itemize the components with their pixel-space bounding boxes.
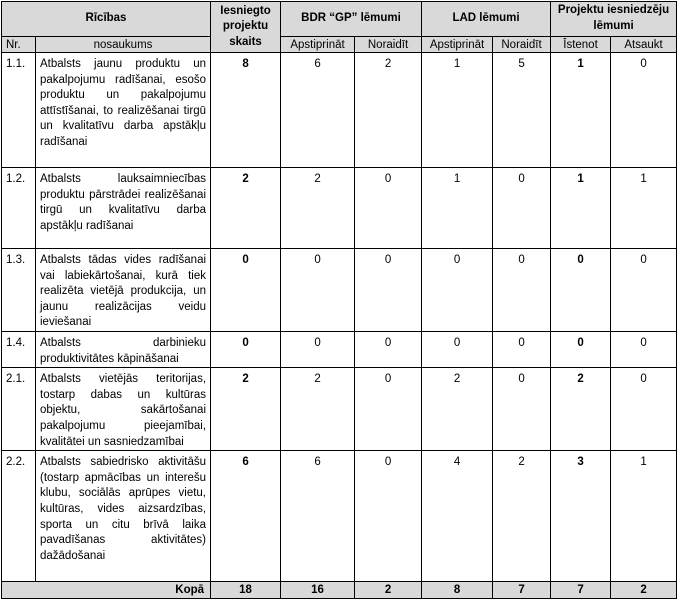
row-nr: 2.1. [2, 368, 36, 451]
row-iesniegto: 0 [211, 331, 281, 367]
row-istenot: 3 [551, 451, 611, 582]
row-bdr-apstiprinat: 2 [281, 168, 355, 249]
total-istenot: 7 [551, 582, 611, 599]
row-nr: 1.3. [2, 249, 36, 332]
row-name: Atbalsts darbinieku produktivitātes kāpināšanai [36, 331, 211, 367]
header-bdr-noraidit: Noraidīt [355, 37, 422, 53]
row-lad-noraidit: 2 [493, 451, 551, 582]
header-bdr: BDR “GP” lēmumi [281, 2, 422, 37]
row-name: Atbalsts sabiedrisko aktivitāšu (tostarp apmācības un interešu klubu, sociālās aprūpes vietu, kultūras, vides aizsardzības, sporta un citu brīvā laika pavadīšanas aktivitātes) dažādošanai [36, 451, 211, 582]
row-bdr-noraidit: 0 [355, 368, 422, 451]
row-iesniegto: 2 [211, 368, 281, 451]
row-atsaukt: 0 [611, 331, 677, 367]
row-bdr-apstiprinat: 2 [281, 368, 355, 451]
header-bdr-apstiprinat: Apstiprināt [281, 37, 355, 53]
total-atsaukt: 2 [611, 582, 677, 599]
row-istenot: 0 [551, 249, 611, 332]
total-bdr-noraidit: 2 [355, 582, 422, 599]
header-atsaukt: Atsaukt [611, 37, 677, 53]
row-lad-noraidit: 0 [493, 168, 551, 249]
row-iesniegto: 6 [211, 451, 281, 582]
row-istenot: 1 [551, 53, 611, 168]
row-nr: 1.4. [2, 331, 36, 367]
row-name: Atbalsts jaunu produktu un pakalpojumu radīšanai, esošo produktu un pakalpojumu attīstīšanai, to realizēšanai tirgū un kvalitatīvu darba apstākļu radīšanai [36, 53, 211, 168]
row-iesniegto: 8 [211, 53, 281, 168]
total-iesniegto: 18 [211, 582, 281, 599]
row-atsaukt: 1 [611, 451, 677, 582]
row-lad-apstiprinat: 1 [422, 53, 493, 168]
header-ricibas: Rīcības [2, 2, 211, 37]
row-istenot: 0 [551, 331, 611, 367]
header-nr: Nr. [2, 37, 36, 53]
row-lad-noraidit: 0 [493, 249, 551, 332]
row-lad-noraidit: 0 [493, 331, 551, 367]
row-bdr-noraidit: 0 [355, 168, 422, 249]
row-lad-apstiprinat: 4 [422, 451, 493, 582]
total-lad-noraidit: 7 [493, 582, 551, 599]
decisions-table [1, 1, 677, 599]
row-bdr-apstiprinat: 6 [281, 53, 355, 168]
header-lad-noraidit: Noraidīt [493, 37, 551, 53]
row-nr: 1.1. [2, 53, 36, 168]
header-istenot: Īstenot [551, 37, 611, 53]
total-lad-apstiprinat: 8 [422, 582, 493, 599]
row-nr: 1.2. [2, 168, 36, 249]
row-atsaukt: 1 [611, 168, 677, 249]
total-label: Kopā [2, 582, 211, 599]
row-bdr-apstiprinat: 0 [281, 331, 355, 367]
header-iesniegto: Iesniegto projektu skaits [211, 2, 281, 53]
row-istenot: 1 [551, 168, 611, 249]
row-bdr-noraidit: 0 [355, 249, 422, 332]
table-row [2, 451, 677, 582]
row-lad-apstiprinat: 1 [422, 168, 493, 249]
header-lad: LAD lēmumi [422, 2, 551, 37]
row-nr: 2.2. [2, 451, 36, 582]
table-row [2, 249, 677, 332]
total-bdr-apstiprinat: 16 [281, 582, 355, 599]
header-nosaukums: nosaukums [36, 37, 211, 53]
row-lad-noraidit: 0 [493, 368, 551, 451]
row-bdr-noraidit: 0 [355, 451, 422, 582]
row-atsaukt: 0 [611, 53, 677, 168]
row-lad-noraidit: 5 [493, 53, 551, 168]
row-istenot: 2 [551, 368, 611, 451]
row-iesniegto: 2 [211, 168, 281, 249]
table-row [2, 331, 677, 367]
row-lad-apstiprinat: 0 [422, 249, 493, 332]
row-name: Atbalsts tādas vides radīšanai vai labiekārtošanai, kurā tiek realizēta vietējā produkcija, un jaunu realizācijas veidu ieviešanai [36, 249, 211, 332]
table-row [2, 368, 677, 451]
header-projektu: Projektu iesniedzēju lēmumi [551, 2, 677, 37]
row-bdr-apstiprinat: 6 [281, 451, 355, 582]
row-bdr-noraidit: 2 [355, 53, 422, 168]
row-name: Atbalsts lauksaimniecības produktu pārstrādei realizēšanai tirgū un kvalitatīvu darba apstākļu radīšanai [36, 168, 211, 249]
table-row [2, 168, 677, 249]
row-bdr-apstiprinat: 0 [281, 249, 355, 332]
header-lad-apstiprinat: Apstiprināt [422, 37, 493, 53]
total-row [2, 582, 677, 599]
row-atsaukt: 0 [611, 368, 677, 451]
row-lad-apstiprinat: 0 [422, 331, 493, 367]
row-iesniegto: 0 [211, 249, 281, 332]
row-bdr-noraidit: 0 [355, 331, 422, 367]
row-lad-apstiprinat: 2 [422, 368, 493, 451]
row-atsaukt: 0 [611, 249, 677, 332]
table-row [2, 53, 677, 168]
row-name: Atbalsts vietējās teritorijas, tostarp dabas un kultūras objektu, sakārtošanai pakalpojumu pieejamībai, kvalitātei un sasniedzamībai [36, 368, 211, 451]
